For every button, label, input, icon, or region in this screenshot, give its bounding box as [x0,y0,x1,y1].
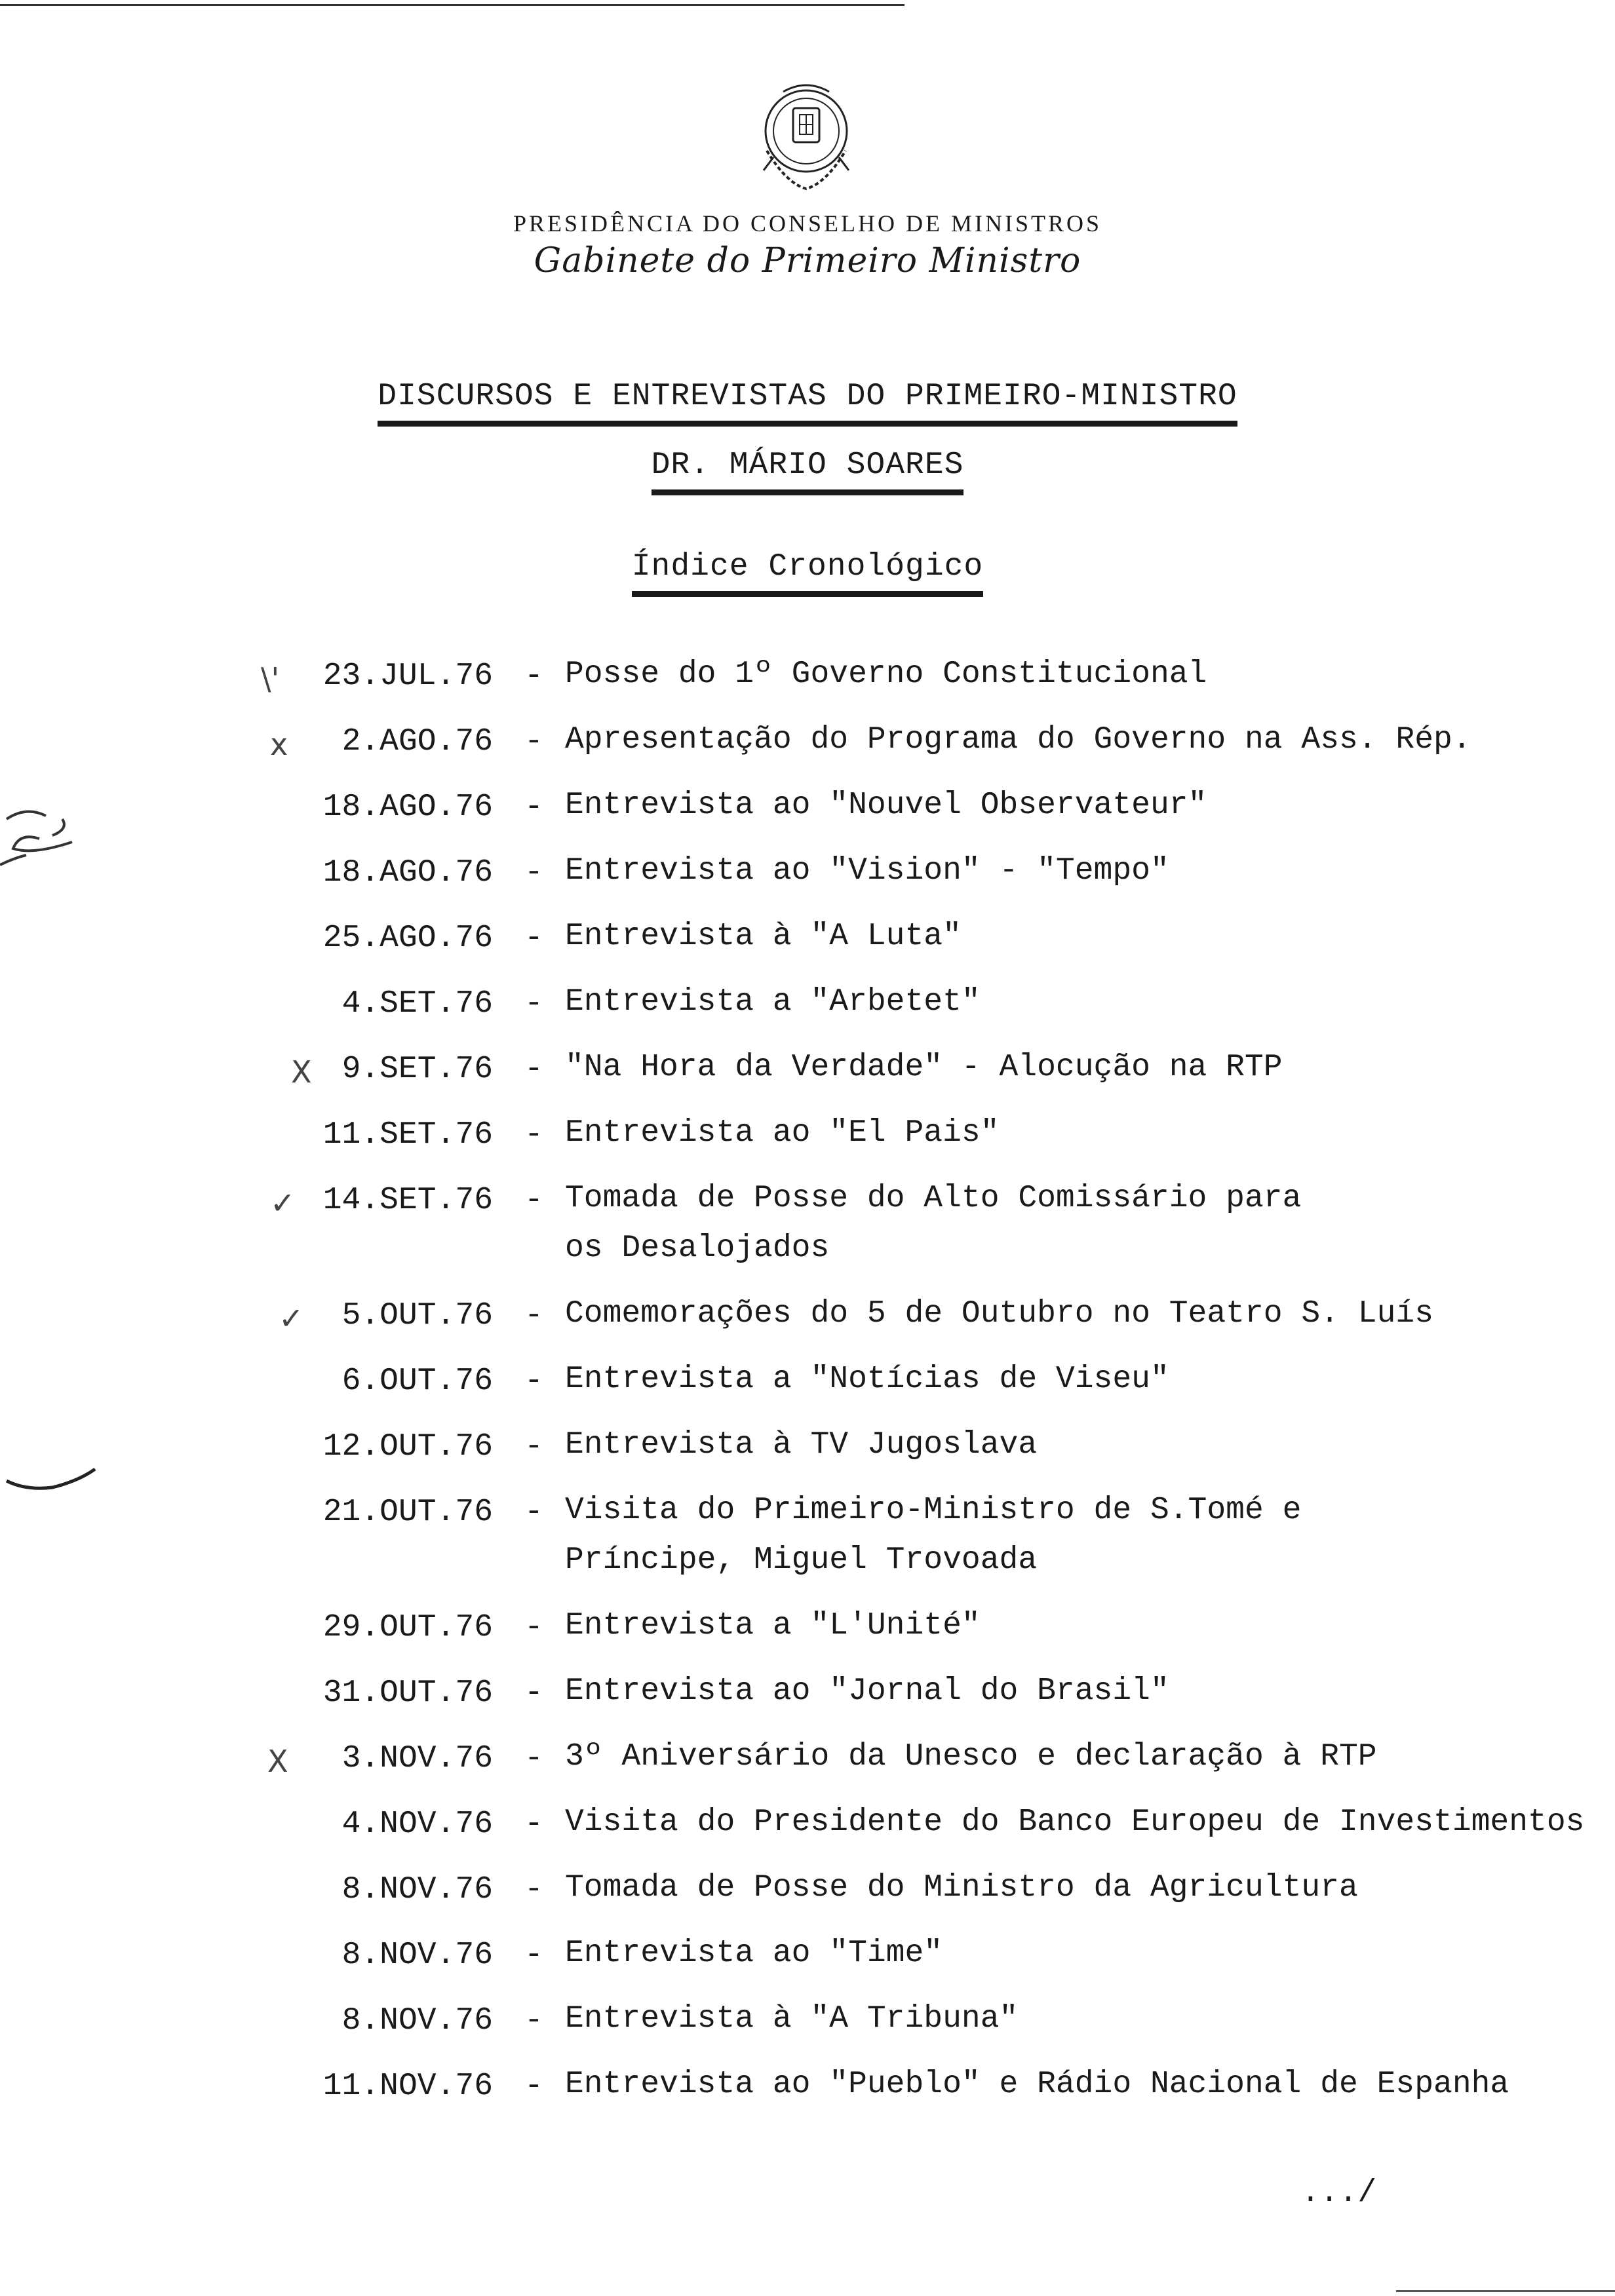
list-item [0,790,1615,855]
coat-of-arms-seal [747,79,865,203]
list-item [0,1741,1615,1807]
handwritten-mark: ✓ [270,1185,296,1221]
entry-date: 21.OUT.76 [322,1495,493,1530]
entry-description: Entrevista a "Arbetet" [565,984,981,1020]
entry-dash: - [524,2069,543,2104]
institution-name: PRESIDÊNCIA DO CONSELHO DE MINISTROS [513,210,1102,237]
entry-date: 11.SET.76 [322,1117,493,1153]
entry-date: 8.NOV.76 [341,1938,493,1973]
list-item [0,1872,1615,1938]
entry-description: Entrevista ao "El Pais" [565,1115,1000,1151]
document-author [0,448,1615,495]
entry-date: 3.NOV.76 [341,1741,493,1776]
list-item [0,2003,1615,2069]
entry-dash: - [524,1938,543,1973]
entry-description: Comemorações do 5 de Outubro no Teatro S. Luís [565,1296,1434,1331]
list-item [0,724,1615,790]
entry-description: Entrevista a "Notícias de Viseu" [565,1362,1169,1397]
document-title [0,379,1615,427]
entry-dash: - [524,921,543,956]
entry-description: Entrevista ao "Nouvel Observateur" [565,788,1207,823]
margin-squiggle [0,799,92,885]
entry-date: 4.SET.76 [341,986,493,1022]
entry-date: 9.SET.76 [341,1052,493,1087]
list-item [0,1495,1615,1610]
index-heading [0,549,1615,597]
continuation-mark: .../ [1301,2175,1377,2211]
entry-dash: - [524,1872,543,1907]
entry-dash: - [524,2003,543,2038]
entry-date: 11.NOV.76 [322,2069,493,2104]
handwritten-mark: X [267,1744,288,1779]
entry-date: 18.AGO.76 [322,855,493,890]
list-item [0,1610,1615,1675]
list-item [0,1807,1615,1872]
entry-date: 5.OUT.76 [341,1298,493,1333]
entry-dash: - [524,1117,543,1153]
entry-dash: - [524,659,543,694]
handwritten-mark: X [291,1054,312,1090]
entry-dash: - [524,1429,543,1464]
entry-dash: - [524,1495,543,1530]
entry-dash: - [524,724,543,759]
cabinet-name: Gabinete do Primeiro Ministro [534,241,1081,280]
entry-description: Tomada de Posse do Ministro da Agricultura [565,1870,1358,1905]
list-item [0,659,1615,724]
entry-dash: - [524,1298,543,1333]
entry-description: Entrevista à TV Jugoslava [565,1427,1038,1463]
entry-date: 12.OUT.76 [322,1429,493,1464]
entry-description: Entrevista ao "Vision" - "Tempo" [565,853,1169,889]
entry-description: Visita do Primeiro-Ministro de S.Tomé e Príncipe, Miguel Trovoada [565,1493,1302,1578]
entry-date: 14.SET.76 [322,1183,493,1218]
entry-dash: - [524,855,543,890]
entry-date: 29.OUT.76 [322,1610,493,1645]
list-item [0,1052,1615,1117]
entry-dash: - [524,1183,543,1218]
entry-dash: - [524,1741,543,1776]
entry-date: 25.AGO.76 [322,921,493,956]
handwritten-mark: \' [261,661,280,697]
chronological-index-list [0,659,1615,2134]
document-author-text: DR. MÁRIO SOARES [652,448,964,495]
list-item [0,1364,1615,1429]
entry-description: Entrevista ao "Time" [565,1936,943,1971]
list-item [0,921,1615,986]
list-item [0,986,1615,1052]
list-item [0,1183,1615,1298]
entry-dash: - [524,986,543,1022]
entry-dash: - [524,790,543,825]
margin-squiggle [0,1461,105,1507]
bottom-rule [1396,2290,1615,2292]
entry-date: 31.OUT.76 [322,1675,493,1711]
list-item [0,2069,1615,2134]
entry-description: 3º Aniversário da Unesco e declaração à RTP [565,1739,1377,1774]
handwritten-mark: ✓ [279,1301,304,1336]
entry-description: Entrevista à "A Tribuna" [565,2001,1019,2037]
entry-description: Entrevista ao "Jornal do Brasil" [565,1674,1169,1709]
list-item [0,1298,1615,1364]
top-rule [0,4,905,6]
list-item [0,1117,1615,1183]
entry-date: 8.NOV.76 [341,2003,493,2038]
list-item [0,1675,1615,1741]
entry-dash: - [524,1052,543,1087]
entry-description: Visita do Presidente do Banco Europeu de Investimentos [565,1805,1585,1840]
document-title-text: DISCURSOS E ENTREVISTAS DO PRIMEIRO-MINISTRO [378,379,1237,427]
entry-dash: - [524,1364,543,1399]
list-item [0,1938,1615,2003]
entry-date: 6.OUT.76 [341,1364,493,1399]
entry-date: 18.AGO.76 [322,790,493,825]
list-item [0,1429,1615,1495]
entry-date: 4.NOV.76 [341,1807,493,1842]
entry-date: 8.NOV.76 [341,1872,493,1907]
handwritten-mark: x [270,727,288,762]
entry-dash: - [524,1610,543,1645]
entry-description: Entrevista ao "Pueblo" e Rádio Nacional de Espanha [565,2067,1509,2102]
entry-dash: - [524,1807,543,1842]
entry-description: Entrevista à "A Luta" [565,919,962,954]
list-item [0,855,1615,921]
entry-description: Apresentação do Programa do Governo na Ass. Rép. [565,722,1471,757]
entry-date: 2.AGO.76 [341,724,493,759]
entry-date: 23.JUL.76 [322,659,493,694]
entry-description: Entrevista a "L'Unité" [565,1608,981,1643]
entry-description: "Na Hora da Verdade" - Alocução na RTP [565,1050,1283,1085]
entry-description: Posse do 1º Governo Constitucional [565,657,1207,692]
entry-description: Tomada de Posse do Alto Comissário para os Desalojados [565,1181,1302,1266]
entry-dash: - [524,1675,543,1711]
index-heading-text: Índice Cronológico [632,549,983,597]
